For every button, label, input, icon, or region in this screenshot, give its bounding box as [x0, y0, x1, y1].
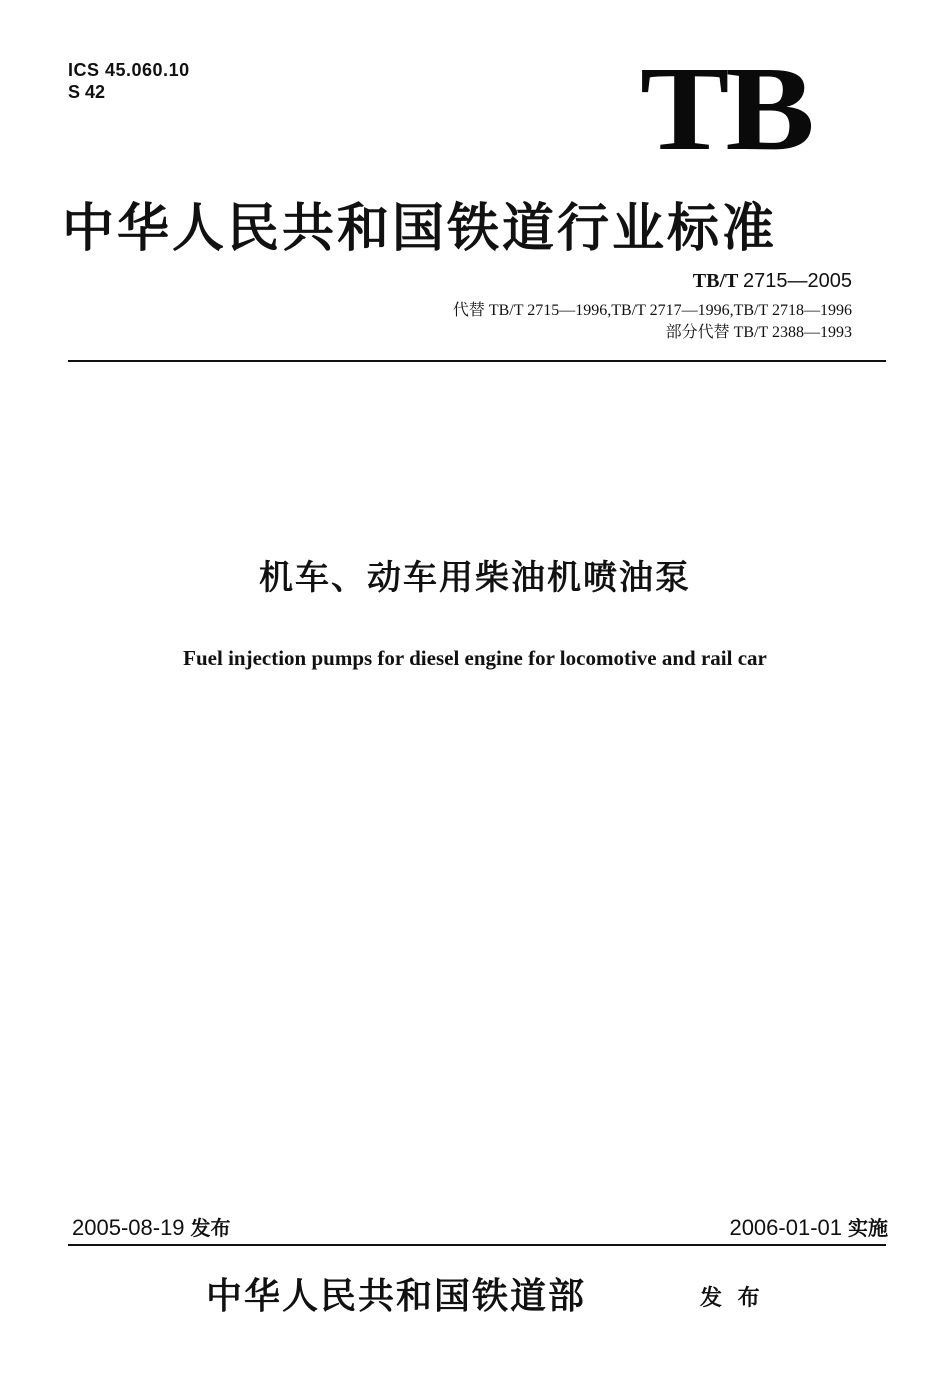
publish-label: 发 布: [700, 1286, 764, 1311]
classification-code: S 42: [68, 82, 106, 102]
issue-label: 发布: [190, 1216, 231, 1240]
issue-date-line: [72, 1214, 231, 1242]
document-title-chinese: 机车、动车用柴油机喷油泵: [259, 558, 691, 598]
tb-logo: TB: [640, 41, 811, 176]
standard-number-value: 2715—2005: [743, 270, 852, 292]
organization-title: 中华人民共和国铁道行业标准: [62, 199, 778, 259]
publisher-name: 中华人民共和国铁道部: [206, 1276, 587, 1317]
implementation-label: 实施: [848, 1216, 888, 1240]
top-divider: [68, 360, 886, 362]
bottom-divider: [68, 1244, 886, 1246]
partially-replaces-note: 部分代替 TB/T 2388—1993: [665, 324, 852, 341]
implementation-date: 2006-01-01: [729, 1215, 842, 1240]
ics-code: ICS 45.060.10: [68, 60, 190, 80]
implementation-date-line: [729, 1214, 888, 1242]
replaces-note: 代替 TB/T 2715—1996,TB/T 2717—1996,TB/T 2718—1996: [452, 302, 852, 319]
standard-prefix: TB/T: [692, 270, 739, 292]
document-title-english: Fuel injection pumps for diesel engine for locomotive and rail car: [183, 646, 767, 670]
issue-date: 2005-08-19: [72, 1215, 185, 1240]
standard-number: [693, 268, 852, 294]
